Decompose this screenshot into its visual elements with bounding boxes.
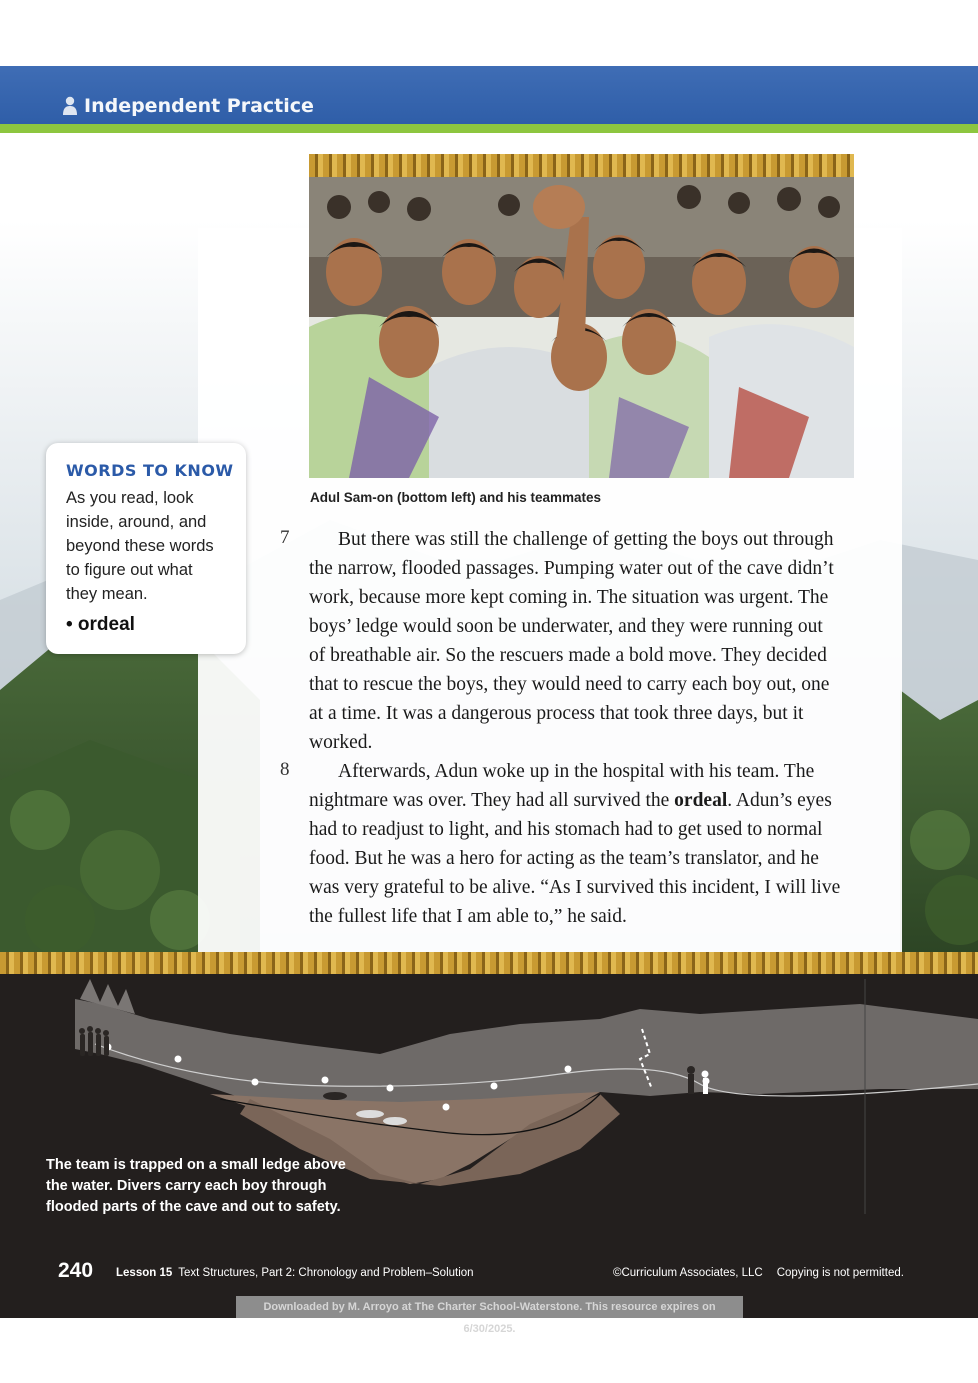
text-line: worked.: [309, 732, 373, 753]
words-to-know-title: WORDS TO KNOW: [66, 461, 234, 480]
text-line: But there was still the challenge of getting the boys out through: [338, 529, 834, 550]
copyright-notice: ©Curriculum Associates, LLC Copying is not permitted.: [613, 1267, 904, 1279]
text-line: at a time. It was a dangerous process that took three days, but it: [309, 703, 804, 724]
cave-caption: The team is trapped on a small ledge above the water. Divers carry each boy through flooded parts of the cave and out to safety.: [46, 1157, 346, 1215]
paragraph-7: [309, 525, 854, 757]
bold-vocabulary-word: ordeal: [674, 790, 728, 811]
team-photo-illustration: [309, 177, 854, 478]
text-line: work, because more kept coming in. The situation was urgent. The: [309, 587, 829, 608]
instruction-line: they mean.: [66, 585, 148, 603]
section-title-text: Independent Practice: [84, 95, 314, 117]
text-line: boys’ ledge would soon be underwater, and they were running out: [309, 616, 823, 637]
person-icon: [62, 96, 78, 116]
instruction-line: As you read, look: [66, 489, 194, 507]
instruction-line: to figure out what: [66, 561, 193, 579]
text-line: the narrow, flooded passages. Pumping water out of the cave didn’t: [309, 558, 834, 579]
words-to-know-box: [46, 443, 246, 654]
page-number: 240: [58, 1259, 94, 1282]
paragraph-number: 8: [280, 759, 290, 780]
text-line: Afterwards, Adun woke up in the hospital with his team. The: [338, 761, 815, 782]
section-title: [62, 95, 314, 117]
paragraph-number: 7: [280, 527, 290, 548]
decorative-gold-band: [0, 952, 978, 974]
text-line: of breathable air. So the rescuers made a bold move. They decided: [309, 645, 827, 666]
text-line: food. But he was a hero for acting as the team’s translator, and he: [309, 848, 819, 869]
instruction-line: beyond these words: [66, 537, 214, 555]
words-to-know-instructions: [66, 486, 236, 606]
download-notice: Downloaded by M. Arroyo at The Charter School-Waterstone. This resource expires on 6/30/2025.: [236, 1296, 743, 1318]
text-line: nightmare was over. They had all survived the ordeal. Adun’s eyes: [309, 790, 832, 811]
instruction-line: inside, around, and: [66, 513, 207, 531]
paragraph-8: [309, 757, 854, 931]
text-line: that to rescue the boys, they would need to carry each boy out, one: [309, 674, 830, 695]
vocabulary-word-ordeal: • ordeal: [66, 614, 135, 635]
text-line: the fullest life that I am able to,” he said.: [309, 906, 627, 927]
header-accent-stripe: [0, 124, 978, 133]
photo-caption: Adul Sam-on (bottom left) and his teammates: [310, 490, 602, 505]
text-line: was very grateful to be alive. “As I survived this incident, I will live: [309, 877, 841, 898]
text-line: had to readjust to light, and his stomach had to get used to normal: [309, 819, 823, 840]
lesson-label: Lesson 15 Text Structures, Part 2: Chronology and Problem–Solution: [116, 1267, 474, 1279]
team-photo: [309, 177, 854, 478]
